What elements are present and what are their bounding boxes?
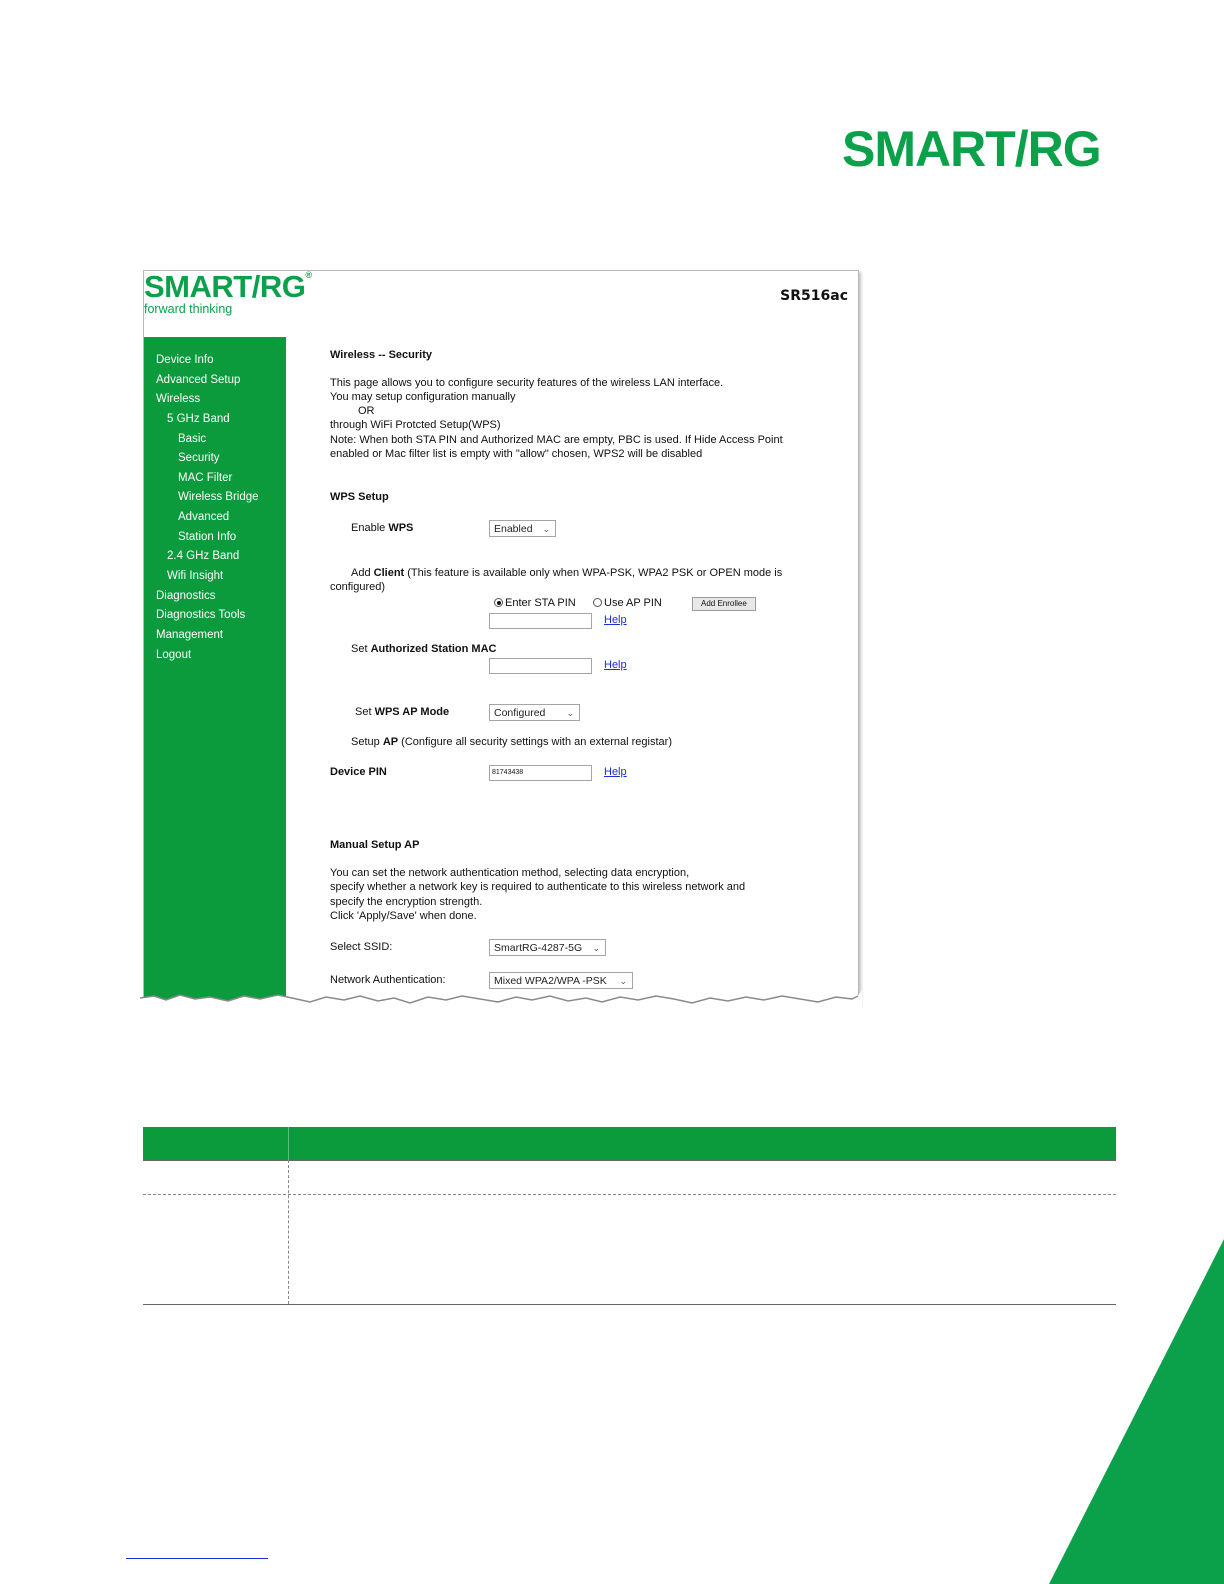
sta-pin-help-link[interactable]: Help — [604, 614, 627, 626]
radio-use-ap-pin[interactable]: Use AP PIN — [593, 597, 662, 609]
enable-wps-select[interactable]: Enabled ⌄ — [489, 520, 556, 537]
intro-line: enabled or Mac filter list is empty with "allow" chosen, WPS2 will be disabled — [330, 448, 703, 460]
sidebar-item-management[interactable]: Management — [156, 628, 224, 641]
intro-line: OR — [358, 405, 375, 417]
table-bottom-border — [143, 1304, 1116, 1305]
page-title: Wireless -- Security — [330, 349, 432, 361]
add-client-label: Add Client (This feature is available only when WPA-PSK, WPA2 PSK or OPEN mode is — [351, 567, 783, 579]
select-ssid-label: Select SSID: — [330, 941, 393, 953]
sidebar-item-basic[interactable]: Basic — [178, 432, 207, 445]
table-column-divider — [288, 1160, 289, 1304]
intro-line: through WiFi Protcted Setup(WPS) — [330, 419, 501, 431]
sidebar-item-diagnostics[interactable]: Diagnostics — [156, 589, 216, 602]
authorized-mac-label: Set Authorized Station MAC — [351, 643, 497, 655]
network-auth-label: Network Authentication: — [330, 974, 446, 986]
sidebar-item-advanced-setup[interactable]: Advanced Setup — [156, 373, 241, 386]
sidebar-item-diagnostics-tools[interactable]: Diagnostics Tools — [156, 609, 246, 622]
router-tagline: forward thinking — [144, 302, 233, 316]
sidebar-item-advanced[interactable]: Advanced — [178, 511, 230, 524]
chevron-down-icon: ⌄ — [566, 708, 574, 718]
wps-ap-mode-select[interactable]: Configured ⌄ — [489, 704, 580, 721]
setup-ap-label: Setup AP (Configure all security settings with an external registar) — [351, 736, 672, 748]
authorized-mac-input[interactable] — [489, 658, 592, 674]
chevron-down-icon: ⌄ — [592, 943, 600, 953]
router-logo: SMART/RG® — [144, 270, 312, 304]
radio-enter-sta-pin[interactable]: Enter STA PIN — [494, 597, 576, 609]
sidebar-item-logout[interactable]: Logout — [156, 648, 192, 661]
page-logo: SMART/RG — [842, 121, 1101, 177]
sidebar-item-station-info[interactable]: Station Info — [178, 530, 237, 543]
device-pin-help-link[interactable]: Help — [604, 766, 627, 778]
table-header — [143, 1127, 1116, 1160]
manual-text-line: specify the encryption strength. — [330, 896, 483, 908]
sidebar-item-wireless[interactable]: Wireless — [156, 393, 201, 406]
sta-pin-input[interactable] — [489, 613, 592, 629]
intro-line: You may setup configuration manually — [330, 391, 516, 403]
manual-setup-heading: Manual Setup AP — [330, 839, 420, 851]
add-client-label-cont: configured) — [330, 581, 386, 593]
enable-wps-label: Enable WPS — [351, 522, 414, 534]
radio-unselected-icon — [593, 598, 602, 607]
router-screenshot — [143, 270, 859, 1006]
add-enrollee-button[interactable]: Add Enrollee — [692, 597, 756, 611]
authorized-mac-help-link[interactable]: Help — [604, 659, 627, 671]
sidebar-nav — [144, 337, 286, 1006]
device-pin-field: 81743438 — [489, 765, 592, 781]
footer-link-underline — [126, 1558, 268, 1559]
corner-accent-shape — [1049, 1239, 1224, 1584]
sidebar-item-5-ghz-band[interactable]: 5 GHz Band — [167, 412, 230, 425]
sidebar-item-security[interactable]: Security — [178, 452, 220, 465]
wps-setup-heading: WPS Setup — [330, 491, 389, 503]
select-ssid-dropdown[interactable]: SmartRG-4287-5G ⌄ — [489, 939, 606, 956]
sidebar-item-wifi-insight[interactable]: Wifi Insight — [167, 570, 224, 583]
manual-text-line: specify whether a network key is required to authenticate to this wireless network and — [330, 881, 746, 893]
wps-ap-mode-label: Set WPS AP Mode — [355, 706, 450, 718]
chevron-down-icon: ⌄ — [542, 524, 550, 534]
sidebar-item-device-info[interactable]: Device Info — [156, 354, 214, 366]
sidebar-item-mac-filter[interactable]: MAC Filter — [178, 471, 233, 484]
model-name: SR516ac — [780, 288, 848, 304]
network-auth-dropdown[interactable]: Mixed WPA2/WPA -PSK ⌄ — [489, 972, 633, 989]
radio-selected-icon — [494, 598, 503, 607]
intro-line: Note: When both STA PIN and Authorized MAC are empty, PBC is used. If Hide Access Point — [330, 434, 783, 446]
intro-line: This page allows you to configure security features of the wireless LAN interface. — [330, 377, 724, 389]
chevron-down-icon: ⌄ — [619, 976, 627, 986]
manual-text-line: Click 'Apply/Save' when done. — [330, 910, 477, 922]
manual-text-line: You can set the network authentication method, selecting data encryption, — [330, 867, 690, 879]
header-divider — [288, 1127, 289, 1160]
sidebar-item-2-4-ghz-band[interactable]: 2.4 GHz Band — [167, 550, 240, 563]
device-pin-label: Device PIN — [330, 766, 387, 778]
torn-edge-decoration — [140, 990, 862, 1020]
sidebar-item-wireless-bridge[interactable]: Wireless Bridge — [178, 491, 259, 504]
